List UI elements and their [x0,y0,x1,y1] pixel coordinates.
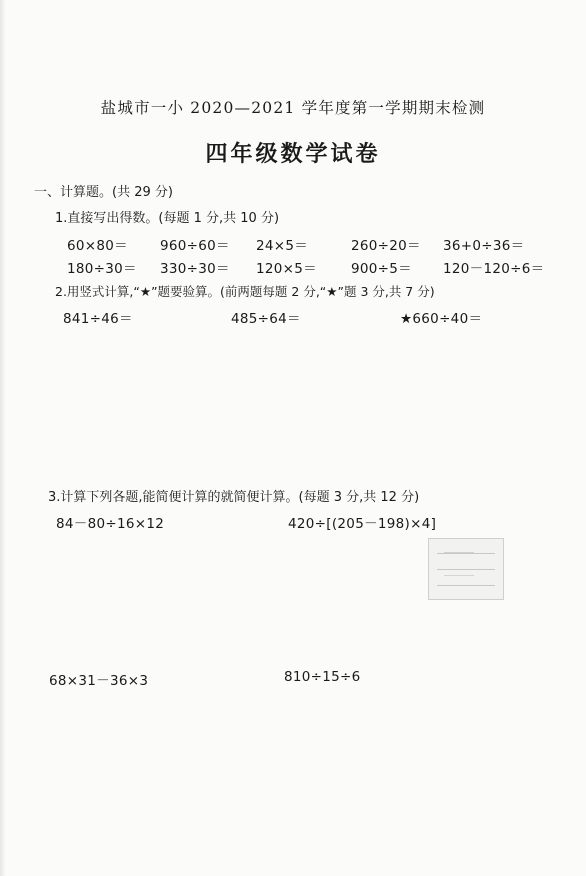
exam-title: 四年级数学试卷 [205,142,381,167]
exam-header: 盐城市一小 2020—2021 学年度第一学期期末检测 [100,99,486,117]
q1-item: 120×5＝ [256,261,317,277]
q1-item: 120－120÷6＝ [443,261,545,277]
q1-item: 260÷20＝ [351,238,421,254]
q1-heading: 1.直接写出得数。(每题 1 分,共 10 分) [55,211,280,226]
q2-heading: 2.用竖式计算,“★”题要验算。(前两题每题 2 分,“★”题 3 分,共 7 分) [55,284,435,299]
q1-item: 900÷5＝ [351,261,412,277]
q1-item: 960÷60＝ [160,238,230,254]
q2-item: ★660÷40＝ [400,311,483,327]
q3-heading: 3.计算下列各题,能简便计算的就简便计算。(每题 3 分,共 12 分) [48,490,420,505]
q1-item: 180÷30＝ [67,261,137,277]
q1-item: 24×5＝ [256,238,309,254]
q2-item: 841÷46＝ [63,311,133,327]
q1-item: 330÷30＝ [160,261,230,277]
scan-edge-shadow [0,0,6,876]
q1-item: 60×80＝ [67,238,128,254]
q3-item: 420÷[(205－198)×4] [288,516,437,532]
section1-heading: 一、计算题。(共 29 分) [34,185,173,200]
q3-item: 84－80÷16×12 [56,516,165,532]
q3-item: 810÷15÷6 [284,669,361,685]
q1-item: 36+0÷36＝ [443,238,525,254]
q2-item: 485÷64＝ [231,311,301,327]
scan-smudge [444,552,474,576]
q3-item: 68×31－36×3 [49,673,149,689]
